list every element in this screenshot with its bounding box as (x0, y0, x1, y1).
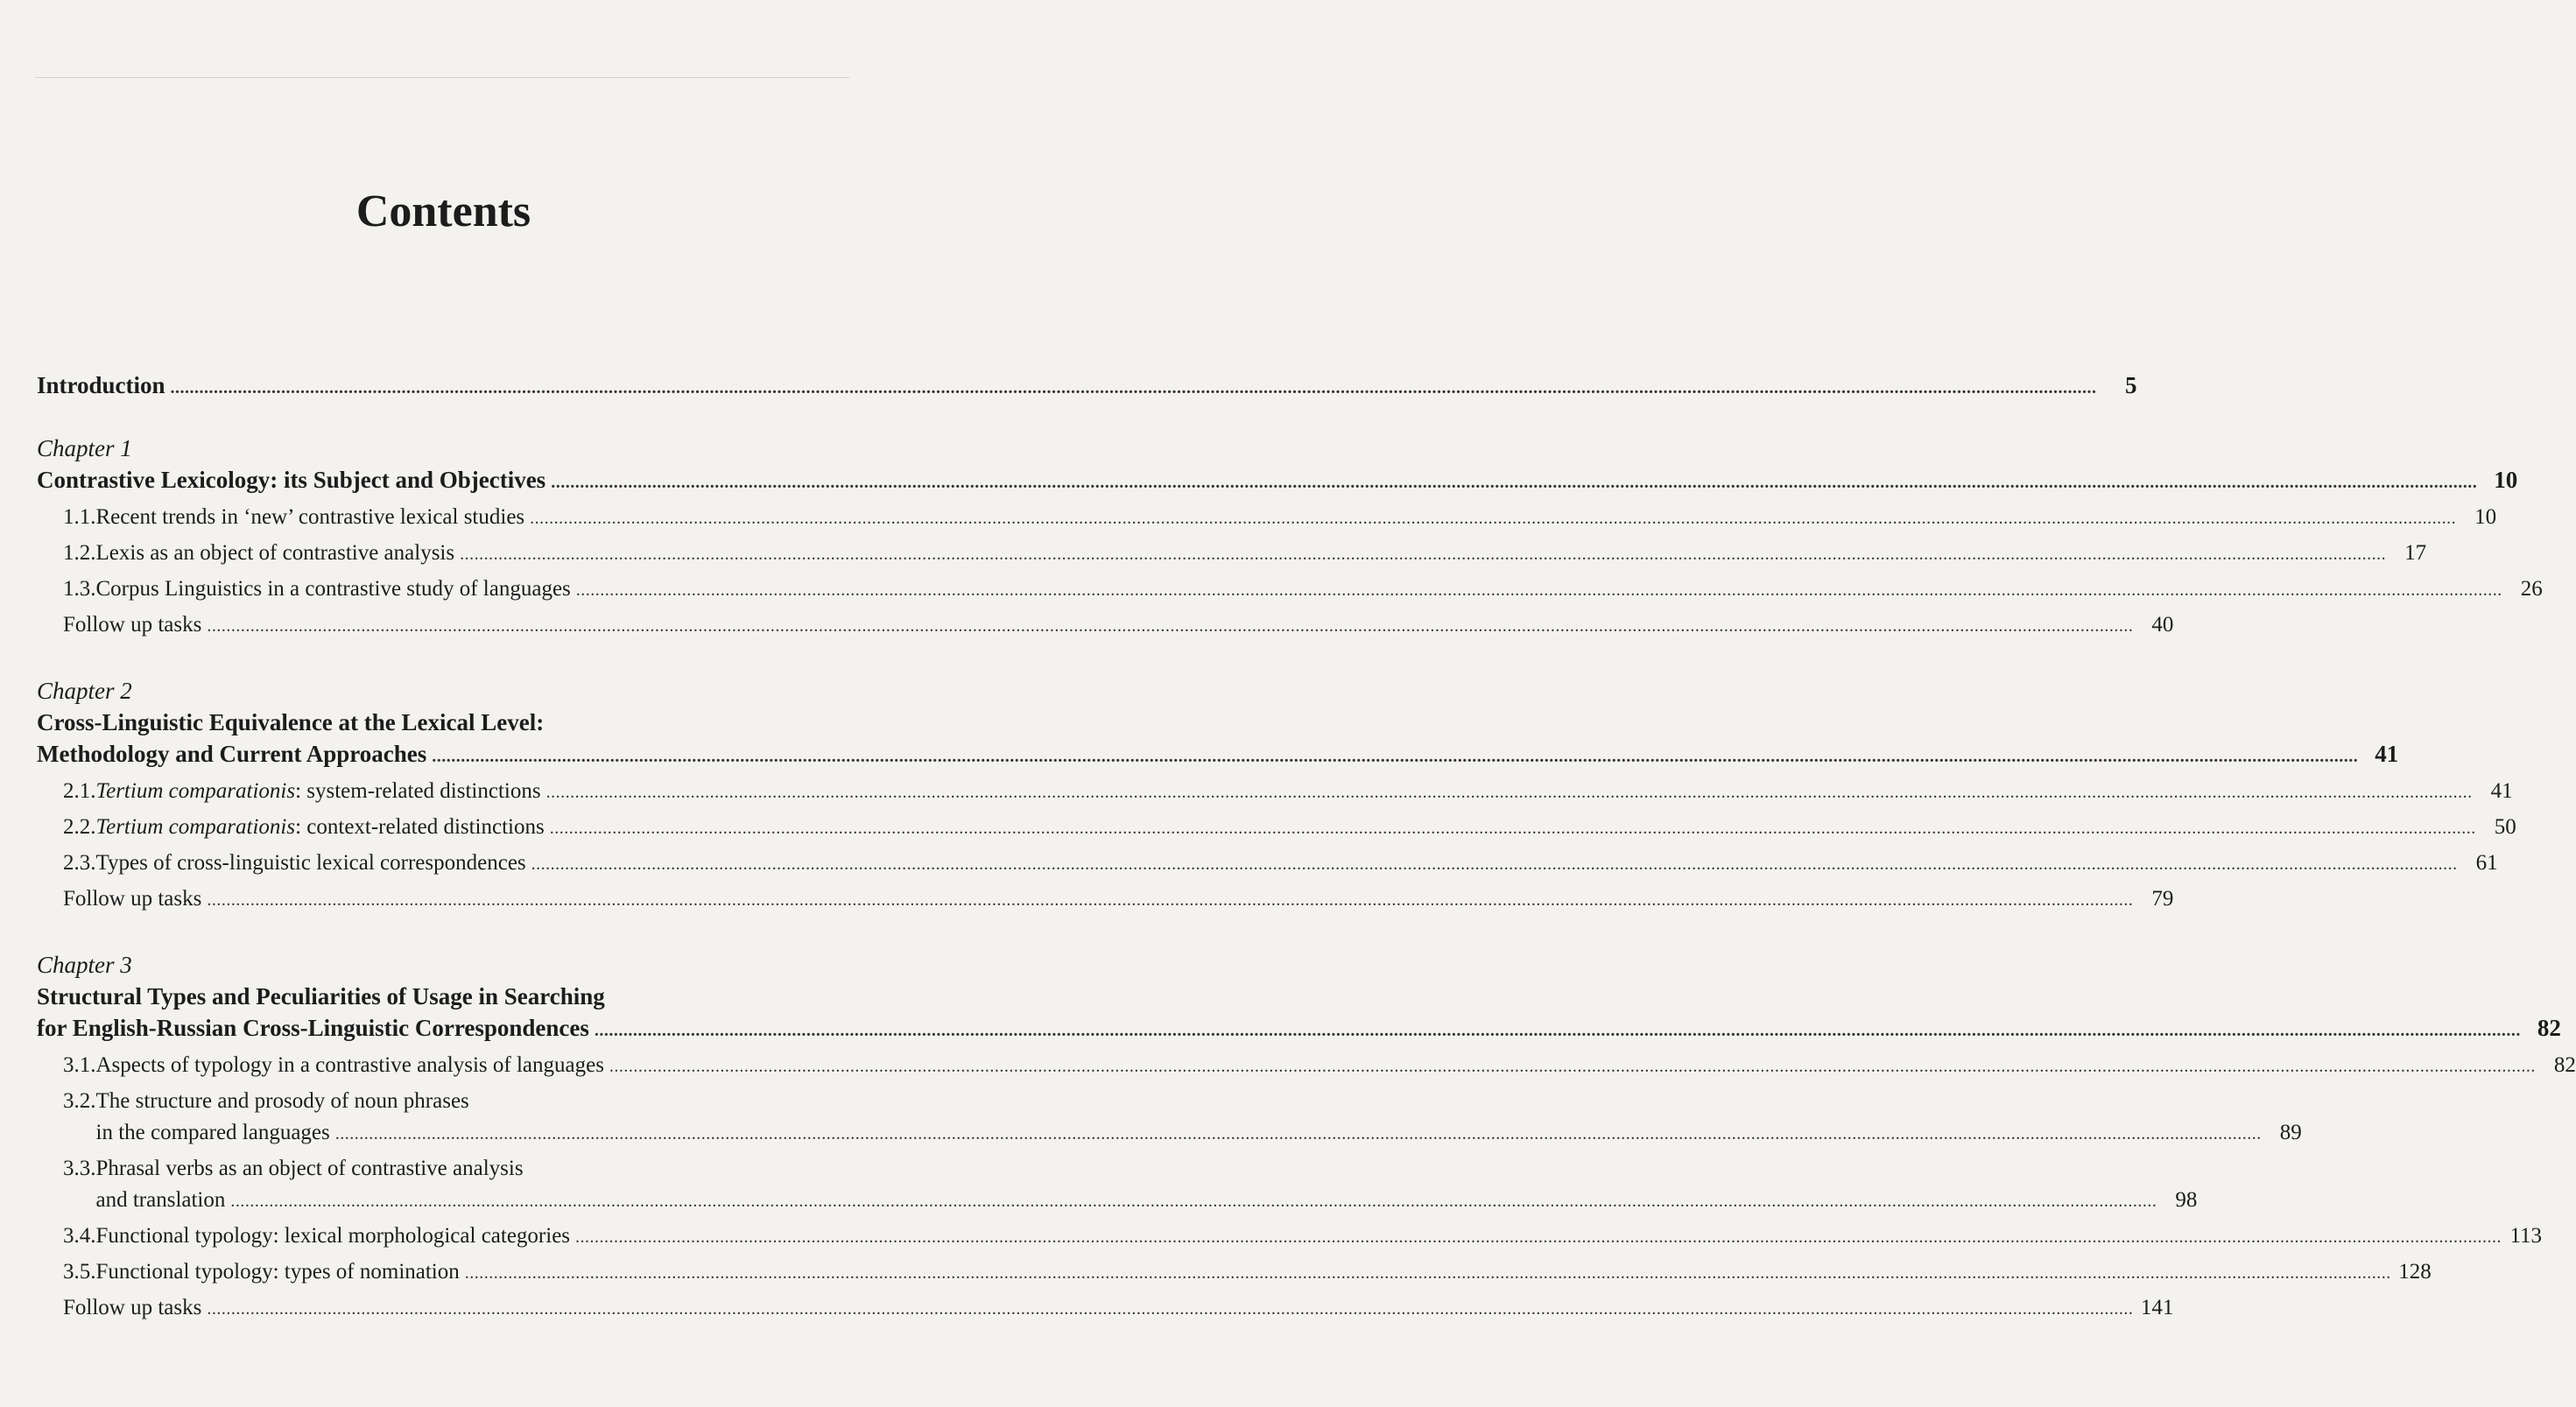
table-of-contents (37, 372, 2576, 1325)
section-title-rest: Functional typology: lexical morphological categories (95, 1224, 571, 1248)
section-title-text (96, 1221, 571, 1252)
leader-dots: ................................................................................................................................................................................................................................................................................................................................................................................................................ (594, 1021, 2521, 1040)
section-body (96, 1221, 2543, 1253)
section-title-line (96, 776, 2513, 808)
chapter-title-text: Methodology and Current Approaches (37, 741, 427, 767)
page-number: 61 (2475, 851, 2498, 875)
section-title-line (96, 1221, 2543, 1253)
section-title-text (63, 609, 201, 641)
section-body (96, 776, 2513, 808)
section-body (63, 1292, 2173, 1325)
toc-section-entry[interactable] (37, 1050, 2576, 1082)
page-title: Contents (355, 186, 531, 236)
leader-dots: ................................................................................................................................................................................................................................................................................................................................................................................................................ (334, 1124, 2262, 1143)
chapter-label: Chapter 1 (37, 435, 132, 461)
section-title-italic: Tertium comparationis (95, 779, 296, 803)
section-number: 3.5. (63, 1260, 96, 1284)
leader-dots: ................................................................................................................................................................................................................................................................................................................................................................................................................ (432, 747, 2359, 766)
section-number: 3.2. (63, 1089, 96, 1113)
section-title-rest: Follow up tasks (63, 887, 202, 911)
page-number: 113 (2509, 1224, 2543, 1248)
section-title-text (96, 538, 455, 569)
section-title-line (63, 609, 2173, 642)
page-number: 89 (2279, 1121, 2302, 1144)
page-number: 50 (2494, 815, 2516, 839)
section-number: 1.2. (63, 541, 96, 565)
section-number: 1.1. (63, 505, 96, 529)
section-title-line (63, 1292, 2173, 1325)
section-title-rest: in the compared languages (95, 1121, 330, 1144)
toc-section-entry[interactable] (37, 1153, 2198, 1217)
section-number (37, 609, 63, 642)
section-number: 2.3. (63, 851, 96, 875)
section-number: 2.1. (63, 779, 96, 803)
toc-section-entry[interactable] (37, 1086, 2302, 1150)
section-title-rest: and translation (95, 1188, 226, 1212)
toc-section-entry[interactable] (37, 538, 2427, 570)
toc-section-entry[interactable] (37, 883, 2174, 916)
section-title-text (96, 776, 541, 807)
section-body (96, 538, 2427, 570)
section-title-line (96, 1185, 2198, 1217)
leader-dots: ................................................................................................................................................................................................................................................................................................................................................................................................................ (545, 783, 2473, 802)
section-body (96, 1086, 2302, 1150)
page-number: 17 (2404, 541, 2427, 565)
section-body (96, 1153, 2198, 1217)
section-body (96, 573, 2543, 606)
page-number: 98 (2175, 1188, 2198, 1212)
leader-dots: ................................................................................................................................................................................................................................................................................................................................................................................................................ (549, 819, 2476, 838)
section-title-rest: Lexis as an object of contrastive analysis (95, 541, 455, 565)
chapter-block (37, 675, 2516, 916)
section-title-text (96, 848, 526, 879)
section-title-text (96, 1185, 226, 1216)
leader-dots: ................................................................................................................................................................................................................................................................................................................................................................................................................ (530, 509, 2457, 528)
section-number: 2.2. (63, 815, 96, 839)
page-number: 5 (2125, 372, 2137, 398)
page-number: 82 (2537, 1015, 2561, 1041)
section-title-line (96, 1256, 2432, 1289)
section-number: 3.1. (63, 1053, 96, 1077)
chapter-block (37, 433, 2543, 642)
header-rule (35, 77, 849, 78)
section-title-text (96, 573, 571, 605)
section-title-text (96, 502, 525, 533)
section-title-italic: Tertium comparationis (95, 815, 296, 839)
section-title-rest: Recent trends in ‘new’ contrastive lexical studies (95, 505, 525, 529)
leader-dots: ................................................................................................................................................................................................................................................................................................................................................................................................................ (551, 473, 2478, 492)
section-number: 1.3. (63, 577, 96, 601)
section-title-rest: Aspects of typology in a contrastive analysis of languages (95, 1053, 604, 1077)
leader-dots: ................................................................................................................................................................................................................................................................................................................................................................................................................ (464, 1263, 2391, 1283)
section-body (96, 1050, 2576, 1082)
section-title-line (96, 573, 2543, 606)
chapter-title-line: Cross-Linguistic Equivalence at the Lexical Level: (37, 709, 545, 735)
section-title-text (96, 1256, 460, 1288)
section-title-line (96, 1117, 2302, 1150)
chapter-title-line (37, 464, 2518, 498)
section-number (37, 1292, 63, 1325)
toc-section-entry[interactable] (37, 1221, 2543, 1253)
section-title-text (96, 812, 545, 843)
section-title-rest: Corpus Linguistics in a contrastive study of languages (95, 577, 571, 601)
leader-dots: ................................................................................................................................................................................................................................................................................................................................................................................................................ (575, 1228, 2502, 1247)
section-title-rest: Follow up tasks (63, 1296, 202, 1319)
page-number: 141 (2140, 1296, 2174, 1319)
chapter-title[interactable] (37, 981, 2561, 1046)
section-body (96, 812, 2516, 844)
chapter-label: Chapter 2 (37, 678, 132, 704)
section-title-line (96, 1050, 2576, 1082)
section-title-rest: Types of cross-linguistic lexical correspondences (95, 851, 526, 875)
toc-section-entry[interactable] (37, 1256, 2432, 1289)
section-number: 3.4. (63, 1224, 96, 1248)
toc-section-entry[interactable] (37, 848, 2498, 880)
page-number: 10 (2494, 467, 2518, 493)
section-title-text (96, 1117, 330, 1149)
page-number: 128 (2398, 1260, 2432, 1284)
section-title-rest: Functional typology: types of nomination (95, 1260, 460, 1284)
section-title-line (63, 883, 2173, 916)
chapter-title-text: for English-Russian Cross-Linguistic Correspondences (37, 1015, 589, 1041)
leader-dots: ................................................................................................................................................................................................................................................................................................................................................................................................................ (609, 1057, 2536, 1076)
chapter-list (37, 433, 2576, 1325)
section-title-rest: : context-related distinctions (295, 815, 545, 839)
chapter-title-line: Structural Types and Peculiarities of Usage in Searching (37, 983, 605, 1010)
leader-dots: ................................................................................................................................................................................................................................................................................................................................................................................................................ (170, 378, 2097, 397)
section-title-rest: : system-related distinctions (295, 779, 541, 803)
chapter-title[interactable] (37, 707, 2399, 772)
toc-section-entry[interactable] (37, 502, 2497, 534)
leader-dots: ................................................................................................................................................................................................................................................................................................................................................................................................................ (207, 890, 2134, 910)
toc-entry-introduction[interactable] (37, 372, 2137, 399)
chapter-title-line (37, 738, 2399, 772)
section-title-line (96, 848, 2498, 880)
page-number: 82 (2553, 1053, 2576, 1077)
leader-dots: ................................................................................................................................................................................................................................................................................................................................................................................................................ (207, 616, 2134, 636)
leader-dots: ................................................................................................................................................................................................................................................................................................................................................................................................................ (531, 855, 2458, 874)
section-body (96, 1256, 2432, 1289)
chapter-title-line (37, 1012, 2561, 1046)
page-number: 10 (2474, 505, 2497, 529)
section-title-line (96, 812, 2516, 844)
section-title-line: The structure and prosody of noun phrases (95, 1089, 469, 1113)
entry-label: Introduction (37, 372, 165, 398)
page-number: 40 (2151, 613, 2174, 637)
leader-dots: ................................................................................................................................................................................................................................................................................................................................................................................................................ (207, 1299, 2134, 1319)
section-title-line (96, 538, 2427, 570)
toc-section-entry[interactable] (37, 812, 2516, 844)
chapter-block (37, 949, 2576, 1325)
section-body (63, 609, 2173, 642)
section-title-text (96, 1050, 604, 1081)
chapter-title-text: Contrastive Lexicology: its Subject and Objectives (37, 467, 546, 493)
page-number: 26 (2520, 577, 2543, 601)
section-title-rest: Follow up tasks (63, 613, 202, 637)
toc-section-entry[interactable] (37, 1292, 2174, 1325)
section-body (96, 848, 2498, 880)
page-number: 41 (2375, 741, 2399, 767)
section-title-text (63, 883, 201, 915)
toc-section-entry[interactable] (37, 573, 2543, 606)
leader-dots: ................................................................................................................................................................................................................................................................................................................................................................................................................ (460, 545, 2387, 564)
page-number: 41 (2490, 779, 2513, 803)
chapter-title[interactable] (37, 464, 2518, 498)
toc-section-entry[interactable] (37, 609, 2174, 642)
section-number (37, 883, 63, 916)
chapter-label: Chapter 3 (37, 952, 132, 978)
section-title-line: Phrasal verbs as an object of contrastive analysis (95, 1157, 524, 1180)
leader-dots: ................................................................................................................................................................................................................................................................................................................................................................................................................ (230, 1192, 2157, 1211)
toc-section-entry[interactable] (37, 776, 2513, 808)
section-title-line (96, 502, 2497, 534)
leader-dots: ................................................................................................................................................................................................................................................................................................................................................................................................................ (575, 580, 2502, 600)
section-number: 3.3. (63, 1157, 96, 1180)
section-title-text (63, 1292, 201, 1324)
page-number: 79 (2151, 887, 2174, 911)
section-body (96, 502, 2497, 534)
section-body (63, 883, 2173, 916)
